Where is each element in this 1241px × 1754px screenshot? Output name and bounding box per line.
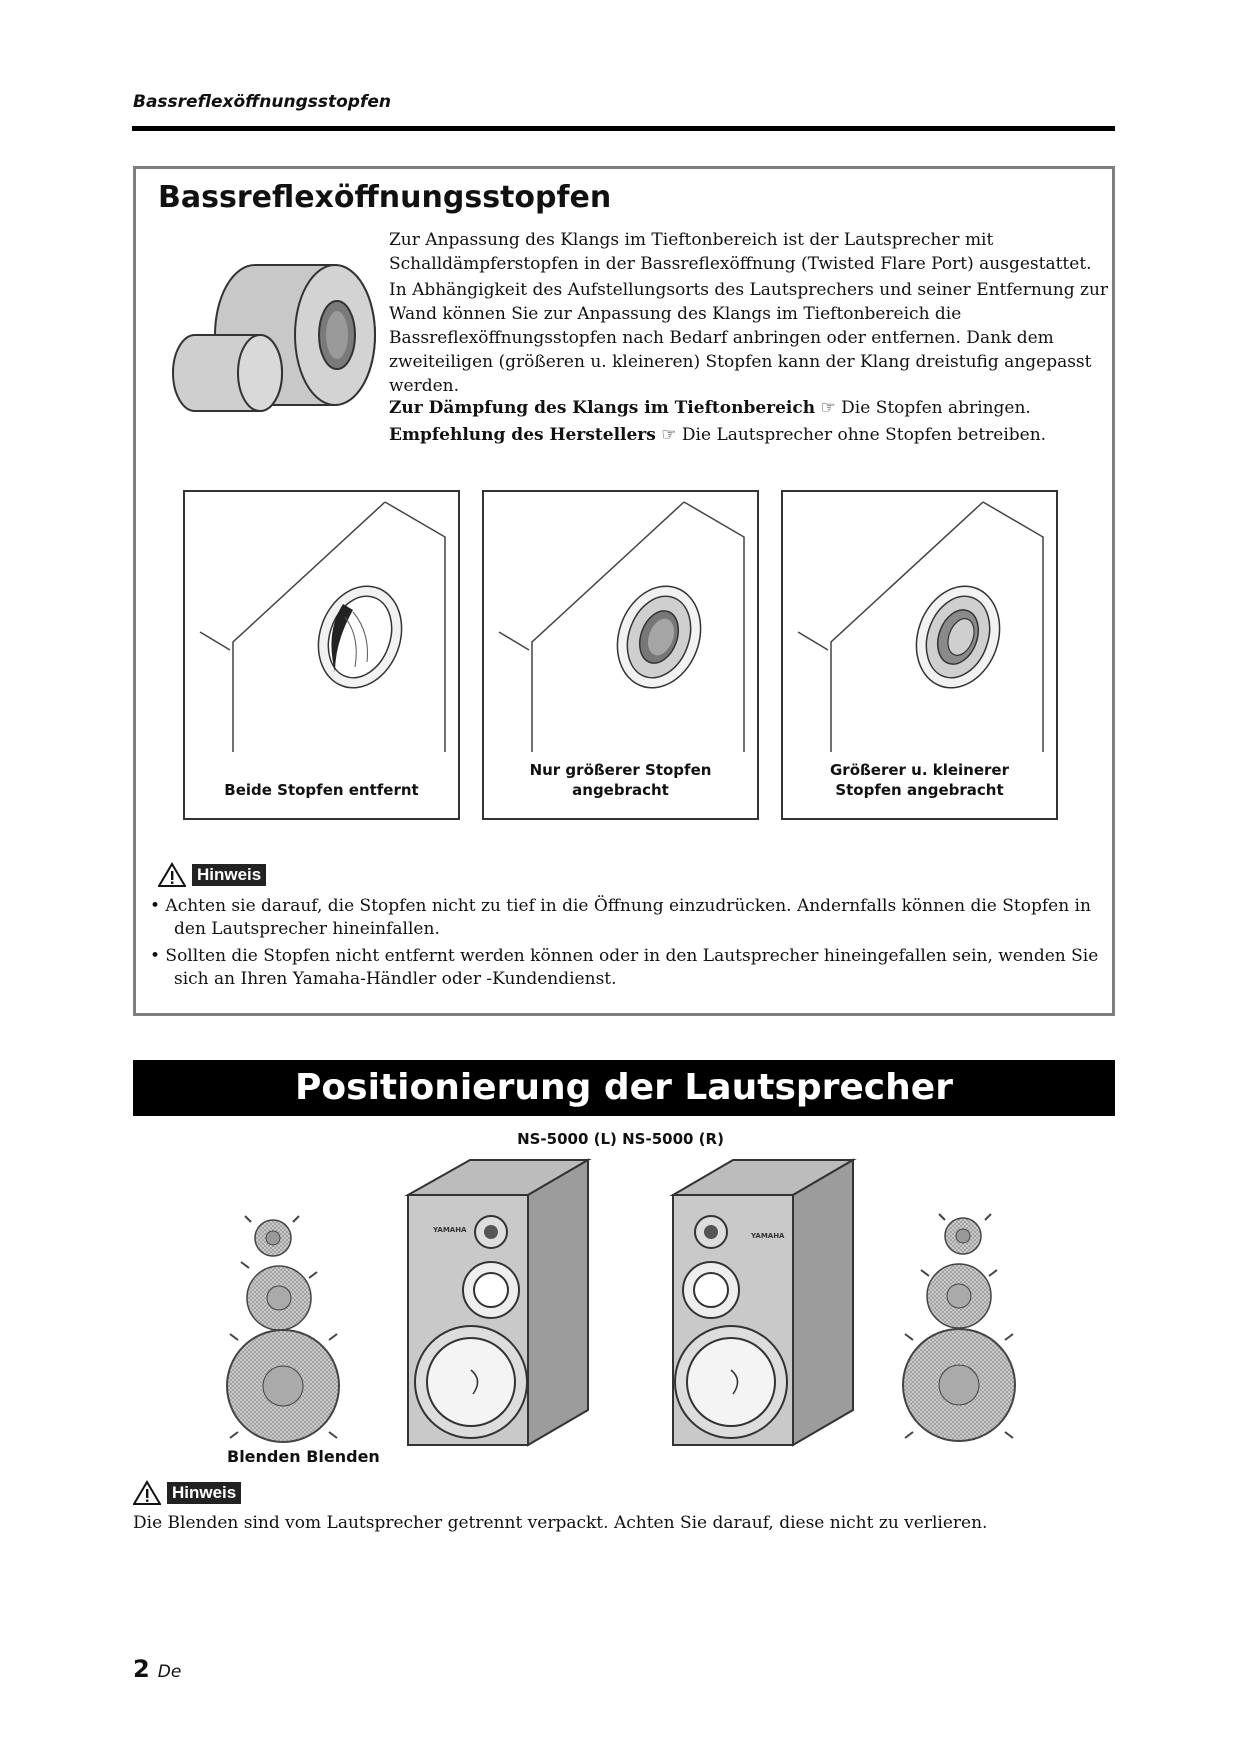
caption-line: Stopfen angebracht bbox=[835, 781, 1004, 799]
caption-line: Nur größerer Stopfen bbox=[529, 761, 712, 779]
section-title: Bassreflexöffnungsstopfen bbox=[158, 180, 612, 215]
caption-line: Beide Stopfen entfernt bbox=[224, 781, 419, 799]
panel-both-plugs bbox=[781, 490, 1058, 820]
pointing-hand-icon: ☞ bbox=[820, 398, 836, 418]
recommendation-manufacturer bbox=[389, 425, 1046, 445]
speaker-port-open-illustration bbox=[185, 492, 458, 818]
note-badge: Hinweis bbox=[192, 864, 266, 886]
speaker-positioning-illustration bbox=[133, 1150, 1115, 1460]
speaker-right bbox=[673, 1160, 853, 1445]
panel-caption bbox=[185, 780, 458, 800]
warning-icon bbox=[158, 862, 186, 888]
caption-line: angebracht bbox=[572, 781, 669, 799]
note-bullet: • Sollten die Stopfen nicht entfernt werden können oder in den Lautsprecher hineingefallen sein, wenden Sie sich an Ihren Yamaha-Händler oder -Kundendienst. bbox=[150, 946, 1099, 989]
recommendation-damping bbox=[389, 398, 1031, 418]
grille-note-text: Die Blenden sind vom Lautsprecher getrennt verpackt. Achten Sie darauf, diese nicht zu verlieren. bbox=[133, 1513, 988, 1533]
page-language: De bbox=[157, 1662, 182, 1682]
note-badge: Hinweis bbox=[167, 1482, 241, 1504]
page-number bbox=[133, 1655, 181, 1683]
grille-set-left bbox=[227, 1216, 339, 1442]
caption-line: Größerer u. kleinerer bbox=[829, 761, 1010, 779]
brand-logo: YAMAHA bbox=[751, 1232, 785, 1240]
recommendation-text: Die Lautsprecher ohne Stopfen betreiben. bbox=[681, 425, 1047, 445]
recommendation-label: Zur Dämpfung des Klangs im Tieftonbereich bbox=[389, 398, 816, 418]
running-header: Bassreflexöffnungsstopfen bbox=[133, 92, 392, 112]
warning-icon bbox=[133, 1480, 161, 1506]
brand-logo: YAMAHA bbox=[433, 1226, 467, 1234]
recommendation-label: Empfehlung des Herstellers bbox=[389, 425, 656, 445]
note-heading bbox=[133, 1480, 241, 1506]
panel-caption bbox=[783, 760, 1056, 800]
intro-paragraph: Zur Anpassung des Klangs im Tieftonbereich ist der Lautsprecher mit Schalldämpferstopfen in der Bassreflexöffnung (Twisted Flare Port) ausgestattet. bbox=[389, 230, 1092, 274]
port-plug-illustration bbox=[165, 245, 380, 415]
panel-large-plug bbox=[482, 490, 759, 820]
grille-label: Blenden Blenden bbox=[227, 1447, 380, 1466]
recommendation-text: Die Stopfen abringen. bbox=[841, 398, 1031, 418]
header-rule bbox=[132, 126, 1115, 131]
panel-no-plugs bbox=[183, 490, 460, 820]
model-label: NS-5000 (L) NS-5000 (R) bbox=[517, 1130, 724, 1148]
grille-set-right bbox=[903, 1214, 1015, 1441]
pointing-hand-icon: ☞ bbox=[661, 425, 677, 445]
note-bullet: • Achten sie darauf, die Stopfen nicht zu tief in die Öffnung einzudrücken. Andernfalls können die Stopfen in den Lautsprecher hineinfallen. bbox=[150, 896, 1091, 939]
panel-caption bbox=[484, 760, 757, 800]
note-heading bbox=[158, 862, 266, 888]
positioning-banner: Positionierung der Lautsprecher bbox=[133, 1060, 1115, 1116]
adjustment-paragraph: In Abhängigkeit des Aufstellungsorts des Lautsprechers und seiner Entfernung zur Wand können Sie zur Anpassung des Klangs im Tieftonbereich die Bassreflexöffnungsstopfen nach Bedarf anbringen oder entfernen. Dank dem zweiteiligen (größeren u. kleineren) Stopfen kann der Klang dreistufig angepasst werden. bbox=[389, 280, 1109, 396]
speaker-left bbox=[408, 1160, 588, 1445]
page-number-value: 2 bbox=[133, 1655, 150, 1683]
